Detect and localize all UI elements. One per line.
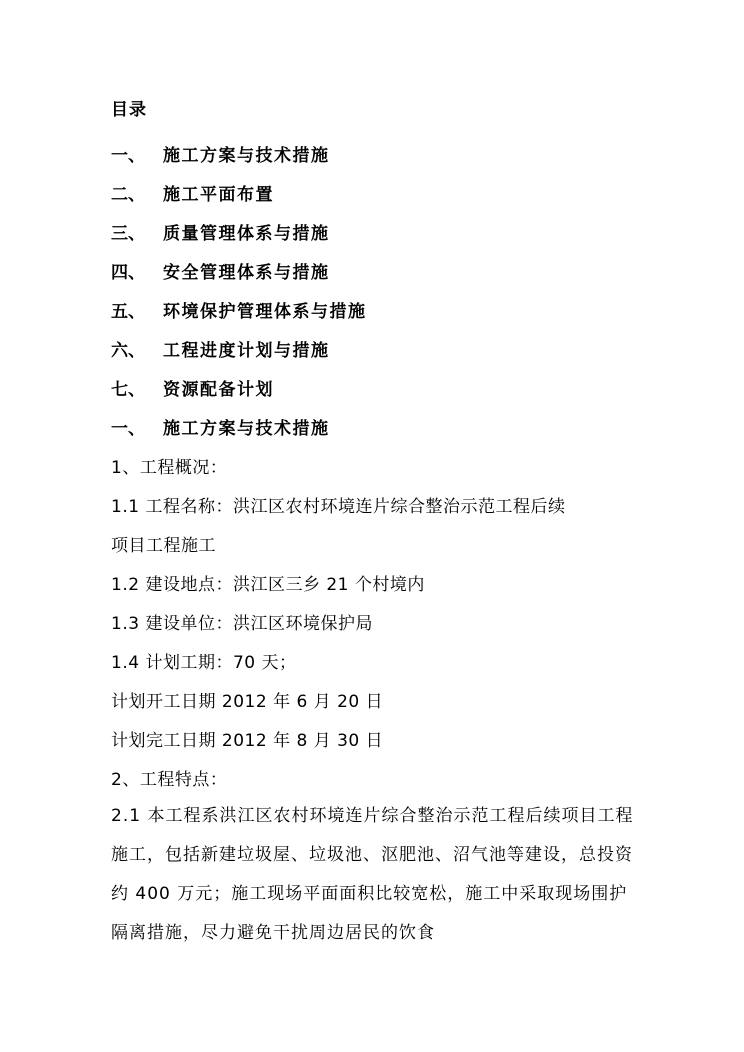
builder-line: 1.3 建设单位：洪江区环境保护局 <box>111 614 373 634</box>
toc-item-number: 六、 <box>111 341 145 361</box>
table-of-contents <box>111 134 367 407</box>
project-name-line-2: 项目工程施工 <box>111 536 216 556</box>
toc-item-text: 安全管理体系与措施 <box>163 263 330 283</box>
location-line: 1.2 建设地点：洪江区三乡 21 个村境内 <box>111 575 425 595</box>
toc-item-text: 质量管理体系与措施 <box>163 224 330 244</box>
section-heading <box>111 407 641 446</box>
toc-item <box>111 134 367 173</box>
toc-item-number: 五、 <box>111 302 145 322</box>
start-date-line: 计划开工日期 2012 年 6 月 20 日 <box>111 692 384 712</box>
toc-item-number: 七、 <box>111 380 145 400</box>
toc-item <box>111 212 367 251</box>
toc-item-text: 工程进度计划与措施 <box>163 341 330 361</box>
toc-item <box>111 290 367 329</box>
features-paragraph: 2.1 本工程系洪江区农村环境连片综合整治示范工程后续项目工程施工，包括新建垃圾屋、垃圾池、沤肥池、沼气池等建设，总投资约 400 万元；施工现场平面面积比较宽松，施工中采取现场围护隔离措施，尽力避免干扰周边居民的饮食 <box>111 806 634 943</box>
overview-heading: 1、工程概况： <box>111 458 228 478</box>
period-line: 1.4 计划工期：70 天； <box>111 653 297 673</box>
section-title: 施工方案与技术措施 <box>163 419 330 439</box>
toc-item-number: 一、 <box>111 146 145 166</box>
document-body <box>111 407 641 953</box>
section-number: 一、 <box>111 419 145 439</box>
toc-item-text: 环境保护管理体系与措施 <box>163 302 367 322</box>
toc-item-number: 三、 <box>111 224 145 244</box>
project-name-line-1: 1.1 工程名称：洪江区农村环境连片综合整治示范工程后续 <box>111 497 566 517</box>
features-heading: 2、工程特点： <box>111 770 228 790</box>
toc-item-number: 二、 <box>111 185 145 205</box>
toc-title: 目录 <box>111 100 147 120</box>
toc-item <box>111 251 367 290</box>
toc-item <box>111 173 367 212</box>
toc-item-text: 资源配备计划 <box>163 380 274 400</box>
toc-item-text: 施工方案与技术措施 <box>163 146 330 166</box>
toc-item <box>111 368 367 407</box>
toc-item <box>111 329 367 368</box>
finish-date-line: 计划完工日期 2012 年 8 月 30 日 <box>111 731 384 751</box>
toc-item-number: 四、 <box>111 263 145 283</box>
toc-item-text: 施工平面布置 <box>163 185 274 205</box>
